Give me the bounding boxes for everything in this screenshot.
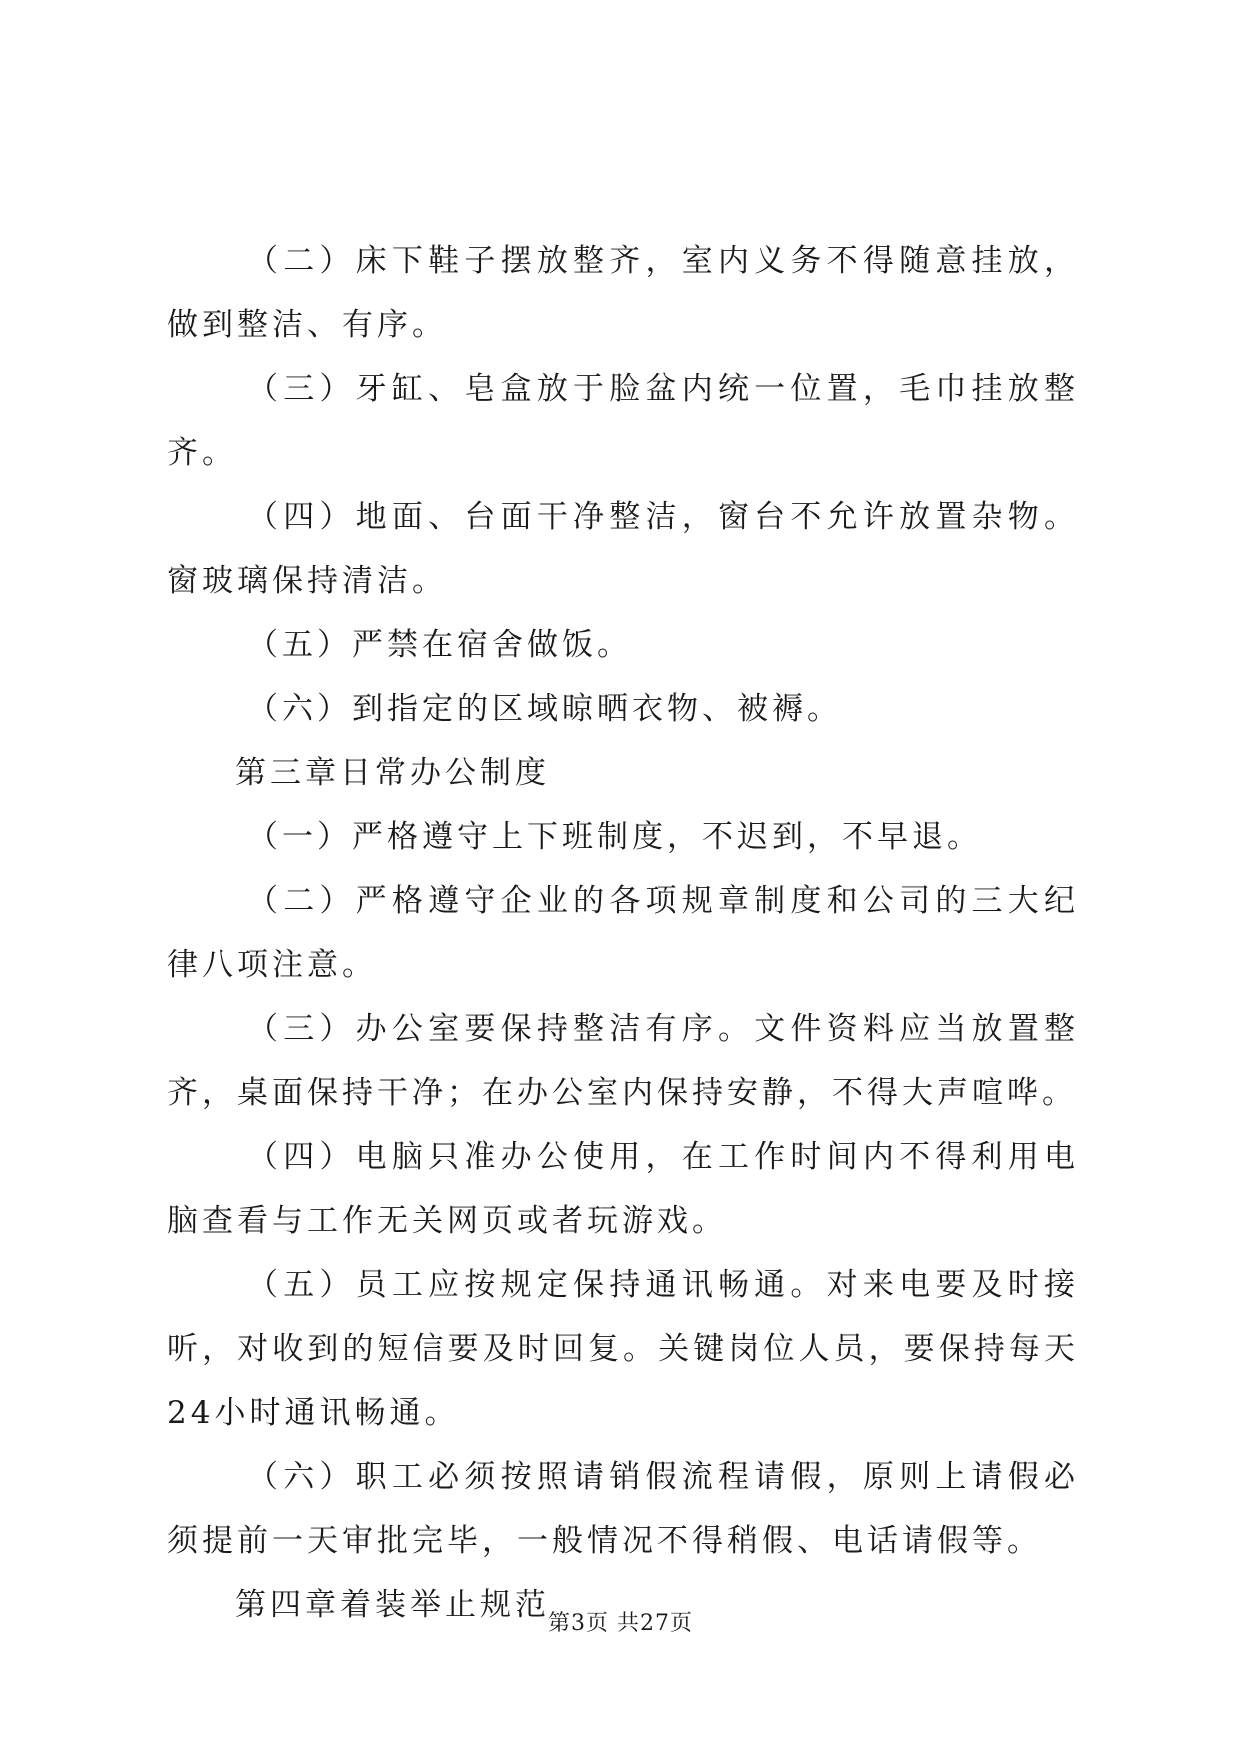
paragraph-office-attendance: （一）严格遵守上下班制度，不迟到，不早退。 — [247, 819, 982, 855]
paragraph-dorm-toiletries: （三）牙缸、皂盒放于脸盆内统一位置，毛巾挂放整齐。 — [167, 371, 1079, 471]
paragraph-office-communication: （五）员工应按规定保持通讯畅通。对来电要及时接听，对收到的短信要及时回复。关键岗位人员，要保持每天24小时通讯畅通。 — [167, 1267, 1079, 1431]
document-body — [167, 229, 1079, 1637]
paragraph-office-tidiness: （三）办公室要保持整洁有序。文件资料应当放置整齐，桌面保持干净；在办公室内保持安静，不得大声喧哗。 — [167, 1011, 1079, 1111]
paragraph-office-computer: （四）电脑只准办公使用，在工作时间内不得利用电脑查看与工作无关网页或者玩游戏。 — [167, 1139, 1079, 1239]
paragraph-office-leave: （六）职工必须按照请销假流程请假，原则上请假必须提前一天审批完毕，一般情况不得稍假、电话请假等。 — [167, 1459, 1079, 1559]
chapter-heading-dress: 第四章着装举止规范 — [235, 1587, 550, 1623]
paragraph-dorm-drying: （六）到指定的区域晾晒衣物、被褥。 — [247, 691, 842, 727]
paragraph-office-rules: （二）严格遵守企业的各项规章制度和公司的三大纪律八项注意。 — [167, 883, 1079, 983]
paragraph-dorm-cooking: （五）严禁在宿舍做饭。 — [247, 627, 632, 663]
chapter-heading-office: 第三章日常办公制度 — [235, 755, 550, 791]
page-number: 第3页 共27页 — [548, 1611, 693, 1636]
paragraph-dorm-floor: （四）地面、台面干净整洁，窗台不允许放置杂物。窗玻璃保持清洁。 — [167, 499, 1079, 599]
paragraph-dorm-shoes: （二）床下鞋子摆放整齐，室内义务不得随意挂放，做到整洁、有序。 — [167, 243, 1079, 343]
page-footer — [0, 1606, 1241, 1637]
